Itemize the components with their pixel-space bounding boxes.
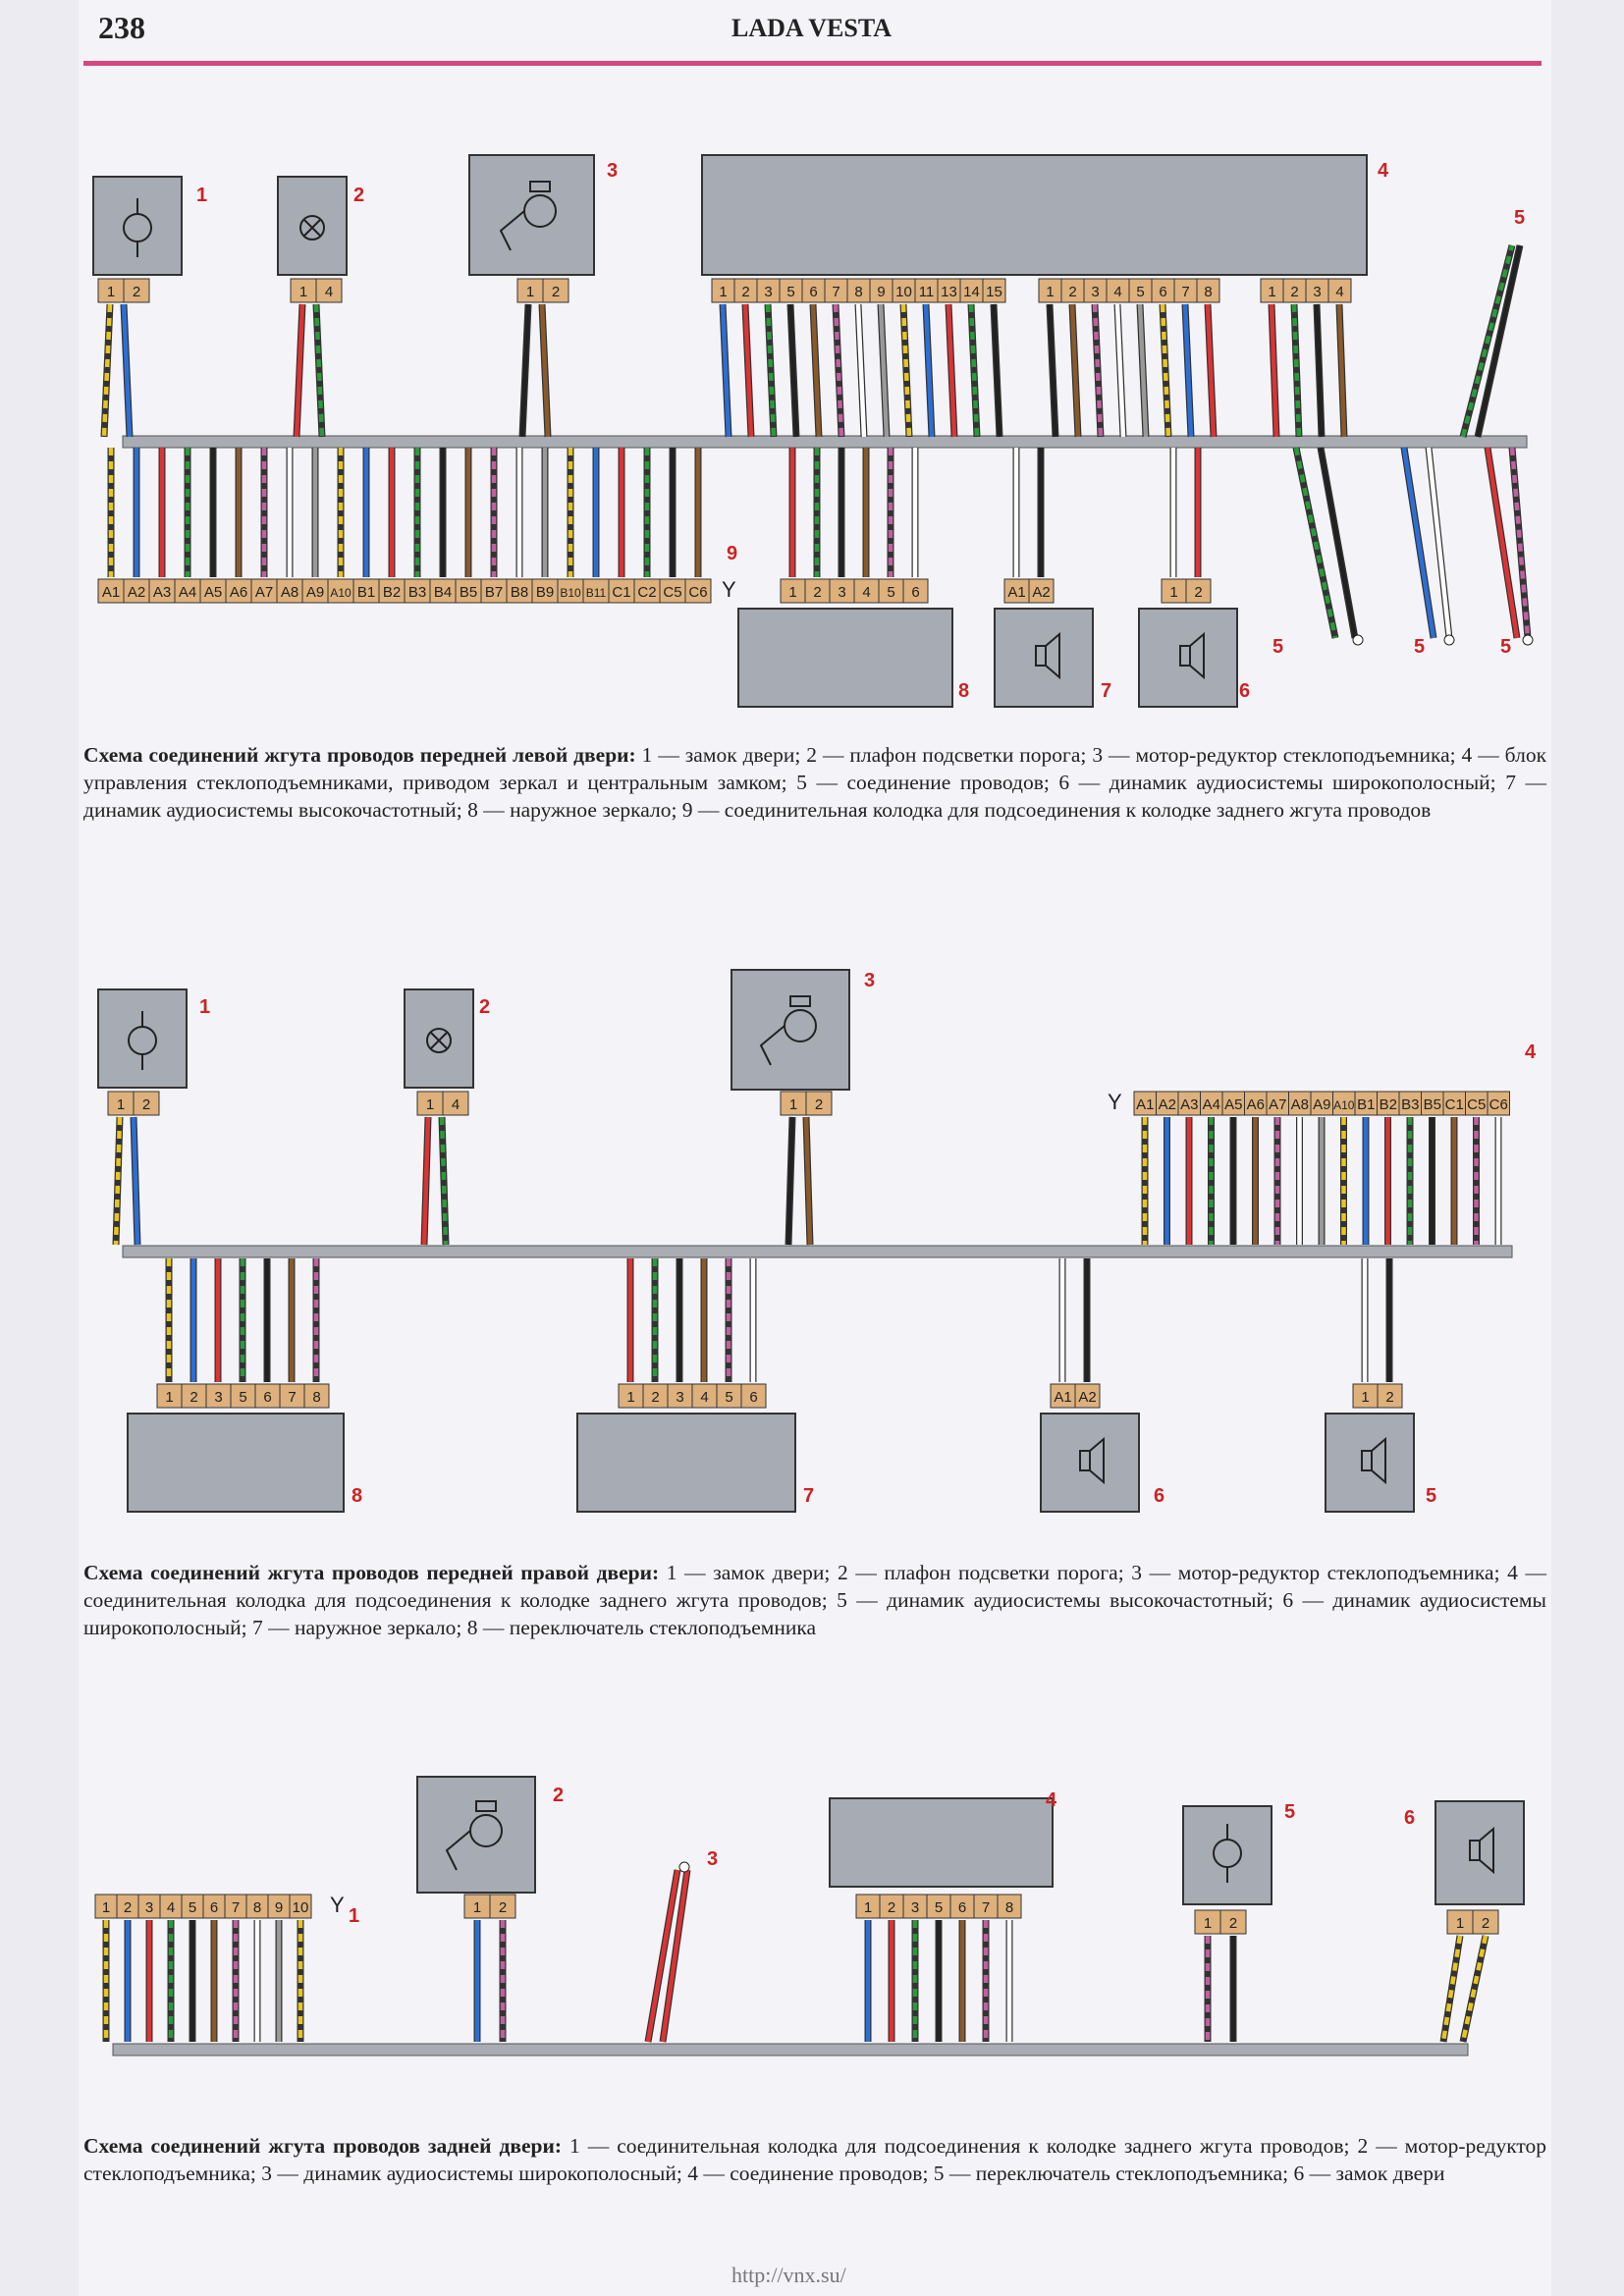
pin-label: 6 — [209, 1899, 219, 1916]
pin-label: 5 — [934, 1899, 944, 1916]
wire-color — [948, 304, 954, 437]
pin-label: A4 — [1202, 1096, 1220, 1113]
caption-front-left-title: Схема соединений жгута проводов передней левой двери: — [83, 743, 636, 767]
pin-label: 6 — [957, 1899, 967, 1916]
caption-rear-text: 1 — соединительная колодка для подсоединения к колодке заднего жгута проводов; 2 — мотор-редуктор стеклоподъемника; 3 — динамик аудиосистемы широкополосный; 4 — соединение проводов; 5 — переключатель стеклоподъемника; 6 — замок двери — [83, 2134, 1547, 2185]
wire-color — [926, 304, 932, 437]
pin-label: A10 — [1333, 1098, 1355, 1112]
pin-label: 10 — [895, 284, 912, 300]
component-tweeter — [995, 609, 1093, 707]
pin-label: C1 — [612, 584, 631, 601]
pin-label: A5 — [203, 584, 223, 601]
connector-1 — [95, 1895, 311, 1918]
connector-9 — [98, 579, 711, 603]
pin-label: A2 — [127, 584, 146, 601]
pin-label: 2 — [498, 1899, 508, 1916]
wire-color — [124, 304, 130, 437]
pin-label: 3 — [676, 1389, 684, 1406]
pin-label: 3 — [764, 284, 773, 300]
wire-color — [1117, 304, 1123, 437]
pin-label: 5 — [239, 1389, 247, 1406]
callout-number: 1 — [349, 1905, 360, 1927]
splice-point — [1353, 635, 1363, 645]
pin-label: B2 — [382, 584, 402, 601]
pin-label: 2 — [551, 284, 561, 300]
connector-key-icon: Y — [722, 577, 736, 602]
callout-number: 3 — [607, 160, 619, 182]
pin-label: 5 — [188, 1899, 197, 1916]
component-sill-lamp — [405, 989, 473, 1088]
pin-label: 7 — [832, 284, 840, 300]
pin-label: 1 — [1361, 1389, 1370, 1406]
callout-number: 3 — [707, 1848, 719, 1870]
component-wire-splice — [830, 1798, 1053, 1887]
pin-label: 11 — [918, 284, 935, 300]
callout-number: 4 — [1378, 160, 1389, 182]
pin-label: 4 — [324, 284, 334, 300]
splice-point — [1444, 635, 1454, 645]
callout-number: 5 — [1426, 1485, 1437, 1507]
wire-color — [745, 304, 751, 437]
pin-label: 1 — [788, 584, 797, 601]
pin-label: A6 — [1246, 1096, 1265, 1113]
component-window-switch — [1183, 1806, 1272, 1904]
pin-label: A1 — [1136, 1096, 1155, 1113]
callout-number: 5 — [1284, 1801, 1296, 1823]
callout-number: 2 — [553, 1785, 565, 1806]
pin-label: C2 — [637, 584, 657, 601]
pin-label: B5 — [1423, 1096, 1441, 1113]
pin-label: B4 — [433, 584, 453, 601]
pin-label: 7 — [981, 1899, 991, 1916]
pin-label: A6 — [229, 584, 248, 601]
pin-label: 6 — [911, 584, 920, 601]
pin-label: 3 — [910, 1899, 920, 1916]
pin-label: 5 — [725, 1389, 733, 1406]
pin-label: A9 — [305, 584, 325, 601]
pin-label: 2 — [132, 284, 141, 300]
callout-number: 9 — [727, 543, 738, 564]
component-tweeter — [1326, 1414, 1414, 1512]
connector-1 — [108, 1092, 159, 1115]
pin-label: 4 — [1335, 284, 1344, 300]
pin-label: B3 — [407, 584, 427, 601]
pin-label: C5 — [663, 584, 682, 601]
pin-label: A9 — [1313, 1096, 1331, 1113]
pin-label: 1 — [719, 284, 728, 300]
connector-2 — [464, 1895, 515, 1918]
pin-label: B2 — [1379, 1096, 1397, 1113]
connector-7 — [619, 1384, 766, 1408]
pin-label: A2 — [1032, 584, 1051, 601]
pin-label: A8 — [280, 584, 299, 601]
pin-label: A1 — [1007, 584, 1026, 601]
connector-key-icon: Y — [1108, 1090, 1122, 1114]
pin-label: 8 — [252, 1899, 262, 1916]
pin-label: A8 — [1290, 1096, 1309, 1113]
pin-label: 3 — [838, 584, 846, 601]
connector-5 — [1353, 1384, 1402, 1408]
wire-color — [1208, 304, 1214, 437]
pin-label: 1 — [1046, 284, 1055, 300]
pin-label: B3 — [1401, 1096, 1420, 1113]
component-window-motor — [417, 1777, 535, 1893]
pin-label: 1 — [116, 1096, 126, 1113]
component-speaker — [1139, 609, 1237, 707]
pin-label: A3 — [1180, 1096, 1199, 1113]
callout-number: 5 — [1272, 636, 1284, 658]
pin-label: 2 — [1290, 284, 1299, 300]
component-control-unit — [702, 155, 1367, 275]
wire-color — [1321, 448, 1355, 638]
pin-label: 8 — [312, 1389, 321, 1406]
pin-label: 6 — [1159, 284, 1167, 300]
pin-label: A3 — [152, 584, 172, 601]
pin-label: 5 — [1136, 284, 1145, 300]
pin-label: A10 — [330, 586, 352, 600]
pin-label: 10 — [292, 1899, 309, 1916]
pin-label: 1 — [101, 1899, 111, 1916]
pin-label: 3 — [214, 1389, 223, 1406]
pin-label: B1 — [1357, 1096, 1376, 1113]
pin-label: B9 — [535, 584, 555, 601]
connector-6 — [1051, 1384, 1100, 1408]
component-door-lock — [93, 177, 182, 275]
connector-4c — [1261, 279, 1351, 302]
pin-label: 14 — [963, 284, 980, 300]
pin-label: 8 — [1004, 1899, 1014, 1916]
connector-4b — [1039, 279, 1219, 302]
callout-number: 6 — [1239, 680, 1251, 702]
callout-number: 7 — [1101, 680, 1112, 702]
pin-label: 1 — [1169, 584, 1178, 601]
caption-front-right — [83, 1559, 1546, 1641]
wire-color — [881, 304, 887, 437]
pin-label: 1 — [1203, 1915, 1213, 1932]
pin-label: 4 — [166, 1899, 176, 1916]
harness-trunk — [123, 1246, 1512, 1257]
callout-number: 2 — [353, 185, 365, 206]
connector-4a — [712, 279, 1005, 302]
pin-label: A1 — [1054, 1389, 1072, 1406]
pin-label: 7 — [231, 1899, 241, 1916]
pin-label: 15 — [986, 284, 1002, 300]
connector-4 — [856, 1895, 1021, 1918]
pin-label: C6 — [688, 584, 708, 601]
pin-label: 2 — [189, 1389, 198, 1406]
pin-label: 1 — [626, 1389, 635, 1406]
component-outside-mirror — [577, 1414, 795, 1512]
pin-label: 2 — [813, 584, 822, 601]
pin-label: 1 — [1455, 1915, 1465, 1932]
callout-number: 5 — [1414, 636, 1426, 658]
component-outside-mirror — [738, 609, 952, 707]
wire-color — [858, 304, 864, 437]
wire-color — [522, 304, 528, 437]
callout-number: 3 — [864, 970, 876, 991]
component-window-motor — [469, 155, 594, 275]
callout-number: 5 — [1500, 636, 1512, 658]
pin-label: 3 — [144, 1899, 154, 1916]
pin-label: 3 — [1091, 284, 1100, 300]
pin-label: 6 — [809, 284, 818, 300]
wire-color — [297, 304, 302, 437]
caption-front-right-title: Схема соединений жгута проводов передней правой двери: — [83, 1561, 660, 1584]
pin-label: 5 — [786, 284, 795, 300]
callout-number: 5 — [1514, 207, 1526, 229]
pin-label: C5 — [1467, 1096, 1487, 1113]
pin-label: 2 — [651, 1389, 660, 1406]
caption-front-right-text: 1 — замок двери; 2 — плафон подсветки порога; 3 — мотор-редуктор стеклоподъемника; 4 — соединительная колодка для подсоединения к колодке заднего жгута проводов; 5 — динамик аудиосистемы высокочастотный; 6 — динамик аудиосистемы широкополосный; 7 — наружное зеркало; 8 — переключатель стеклоподъемника — [83, 1561, 1547, 1639]
component-window-motor — [731, 970, 849, 1090]
pin-label: 8 — [1204, 284, 1213, 300]
callout-number: 4 — [1046, 1789, 1057, 1811]
connector-2 — [417, 1092, 468, 1115]
pin-label: 1 — [788, 1096, 798, 1113]
connector-4 — [1134, 1092, 1510, 1115]
connector-8 — [157, 1384, 329, 1408]
connector-7 — [1004, 579, 1054, 603]
callout-number: 1 — [196, 185, 208, 206]
callout-number: 2 — [479, 996, 491, 1018]
harness-trunk — [123, 436, 1527, 448]
pin-label: 6 — [263, 1389, 272, 1406]
connector-6 — [1447, 1910, 1498, 1934]
connector-8 — [781, 579, 928, 603]
pin-label: 9 — [877, 284, 886, 300]
pin-label: B7 — [484, 584, 504, 601]
pin-label: B10 — [560, 586, 581, 600]
page-number: 238 — [98, 10, 145, 45]
pin-label: B1 — [356, 584, 376, 601]
callout-number: 1 — [199, 996, 211, 1018]
pin-label: A7 — [254, 584, 274, 601]
pin-label: 7 — [1181, 284, 1190, 300]
connector-3 — [517, 279, 568, 302]
pin-label: 1 — [1268, 284, 1276, 300]
pin-label: 1 — [472, 1899, 482, 1916]
wire-color — [1050, 304, 1056, 437]
pin-label: 13 — [941, 284, 957, 300]
wire-color — [1296, 448, 1335, 638]
pin-label: B11 — [585, 586, 607, 600]
connector-5 — [1195, 1910, 1246, 1934]
component-window-switch — [128, 1414, 344, 1512]
pin-label: A7 — [1269, 1096, 1287, 1113]
pin-label: B8 — [510, 584, 529, 601]
pin-label: 1 — [525, 284, 535, 300]
pin-label: 1 — [425, 1096, 435, 1113]
pin-label: 6 — [749, 1389, 758, 1406]
caption-rear — [83, 2132, 1546, 2187]
pin-label: C1 — [1444, 1096, 1464, 1113]
pin-label: 7 — [288, 1389, 297, 1406]
callout-number: 8 — [352, 1485, 363, 1507]
pin-label: 8 — [854, 284, 863, 300]
pin-label: 2 — [887, 1899, 896, 1916]
pin-label: 1 — [106, 284, 116, 300]
pin-label: 1 — [298, 284, 308, 300]
pin-label: 2 — [1228, 1915, 1238, 1932]
pin-label: A1 — [101, 584, 121, 601]
pin-label: A4 — [178, 584, 197, 601]
wire-color — [723, 304, 729, 437]
caption-front-left-text: 1 — замок двери; 2 — плафон подсветки порога; 3 — мотор-редуктор стеклоподъемника; 4 — блок управления стеклоподъемниками, приводом зеркал и центральным замком; 5 — соединение проводов; 6 — динамик аудиосистемы широкополосный; 7 — динамик аудиосистемы высокочастотный; 8 — наружное зеркало; 9 — соединительная колодка для подсоединения к колодке заднего жгута проводов — [83, 743, 1547, 822]
wire-color — [542, 304, 548, 437]
pin-label: 4 — [700, 1389, 709, 1406]
callout-number: 7 — [803, 1485, 815, 1507]
footer-url: http://vnx.su/ — [731, 2263, 846, 2287]
pin-label: A5 — [1224, 1096, 1243, 1113]
connector-3 — [781, 1092, 832, 1115]
harness-trunk — [113, 2044, 1468, 2056]
pin-label: 5 — [887, 584, 895, 601]
component-door-lock — [98, 989, 187, 1088]
pin-label: 4 — [862, 584, 871, 601]
pin-label: 1 — [863, 1899, 873, 1916]
connector-key-icon: Y — [330, 1893, 345, 1917]
wire-color — [1072, 304, 1078, 437]
wire-color — [790, 304, 796, 437]
pin-label: 2 — [141, 1096, 151, 1113]
component-sill-lamp — [278, 177, 347, 275]
wire-color — [1185, 304, 1191, 437]
pin-label: B5 — [459, 584, 478, 601]
splice-point — [679, 1862, 689, 1872]
pin-label: 2 — [741, 284, 750, 300]
pin-label: 4 — [451, 1096, 460, 1113]
pin-label: 2 — [1385, 1389, 1394, 1406]
pin-label: A2 — [1158, 1096, 1176, 1113]
callout-number: 6 — [1154, 1485, 1165, 1507]
connector-2 — [291, 279, 342, 302]
splice-point — [1523, 635, 1533, 645]
pin-label: 4 — [1113, 284, 1122, 300]
connector-6 — [1162, 579, 1211, 603]
pin-label: A2 — [1078, 1389, 1097, 1406]
wire-color — [994, 304, 1000, 437]
caption-front-left — [83, 741, 1546, 824]
wire-color — [1140, 304, 1146, 437]
pin-label: 2 — [1481, 1915, 1490, 1932]
pin-label: 2 — [123, 1899, 133, 1916]
pin-label: C6 — [1489, 1096, 1508, 1113]
caption-rear-title: Схема соединений жгута проводов задней двери: — [83, 2134, 562, 2158]
pin-label: 2 — [1068, 284, 1077, 300]
pin-label: 3 — [1313, 284, 1322, 300]
connector-1 — [98, 279, 149, 302]
pin-label: 9 — [274, 1899, 284, 1916]
callout-number: 6 — [1404, 1807, 1416, 1829]
callout-number: 8 — [958, 680, 970, 702]
pin-label: 2 — [1194, 584, 1203, 601]
wire-color — [813, 304, 819, 437]
page-title: LADA VESTA — [731, 14, 893, 42]
callout-number: 4 — [1525, 1041, 1537, 1063]
pin-label: 2 — [814, 1096, 824, 1113]
pin-label: 1 — [165, 1389, 174, 1406]
